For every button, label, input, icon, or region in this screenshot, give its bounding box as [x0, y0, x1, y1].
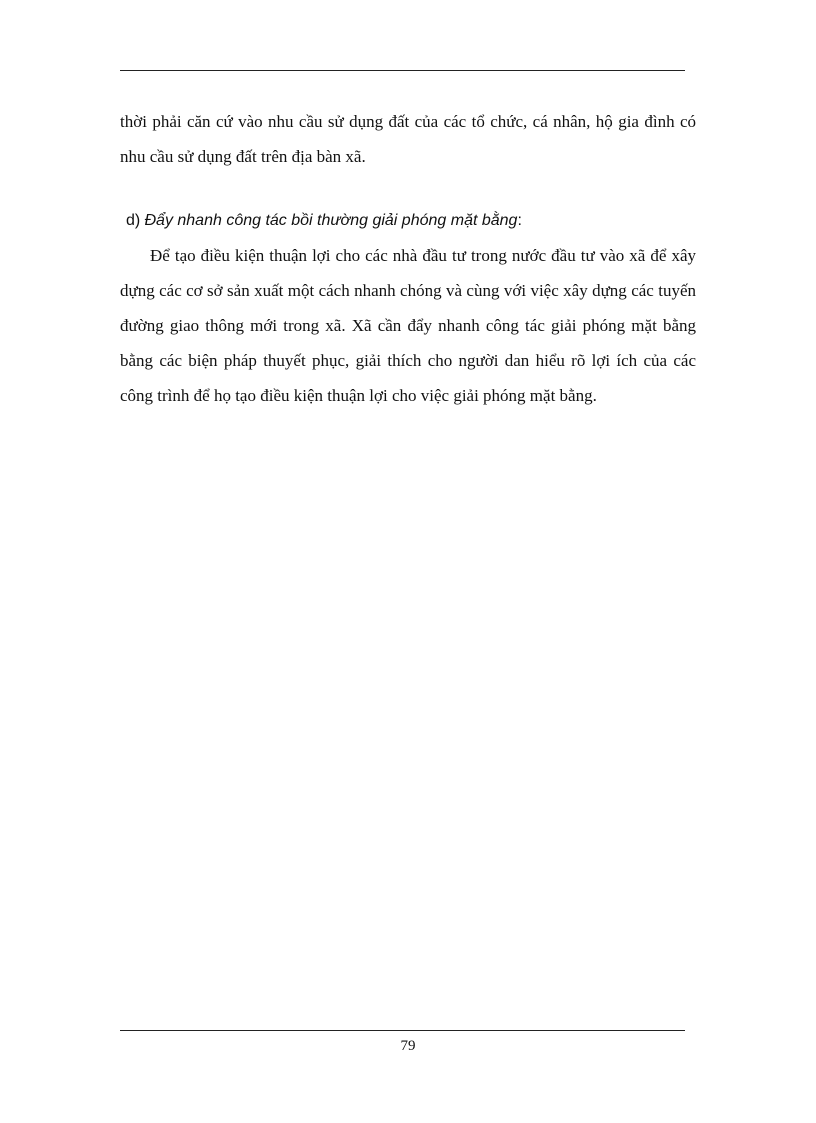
section-title: Đẩy nhanh công tác bồi thường giải phóng mặt bằng	[144, 212, 518, 229]
body-paragraph: Để tạo điều kiện thuận lợi cho các nhà đầu tư trong nước đầu tư vào xã để xây dựng các cơ sở sản xuất một cách nhanh chóng và cùng với việc xây dựng các tuyến đường giao thông mới trong xã. Xã cần đẩy nhanh công tác giải phóng mặt bằng bằng các biện pháp thuyết phục, giải thích cho người dan hiểu rõ lợi ích của các công trình để họ tạo điều kiện thuận lợi cho việc giải phóng mặt bằng.	[120, 246, 696, 405]
section-marker: d)	[126, 212, 141, 229]
page-body	[120, 0, 696, 413]
continuation-paragraph: thời phải căn cứ vào nhu cầu sử dụng đất của các tổ chức, cá nhân, hộ gia đình có nhu cầu sử dụng đất trên địa bàn xã.	[120, 112, 696, 166]
page-number: 79	[400, 1038, 416, 1054]
section-colon: :	[517, 212, 522, 229]
section-heading	[120, 202, 696, 238]
footer-rule	[120, 1030, 685, 1031]
